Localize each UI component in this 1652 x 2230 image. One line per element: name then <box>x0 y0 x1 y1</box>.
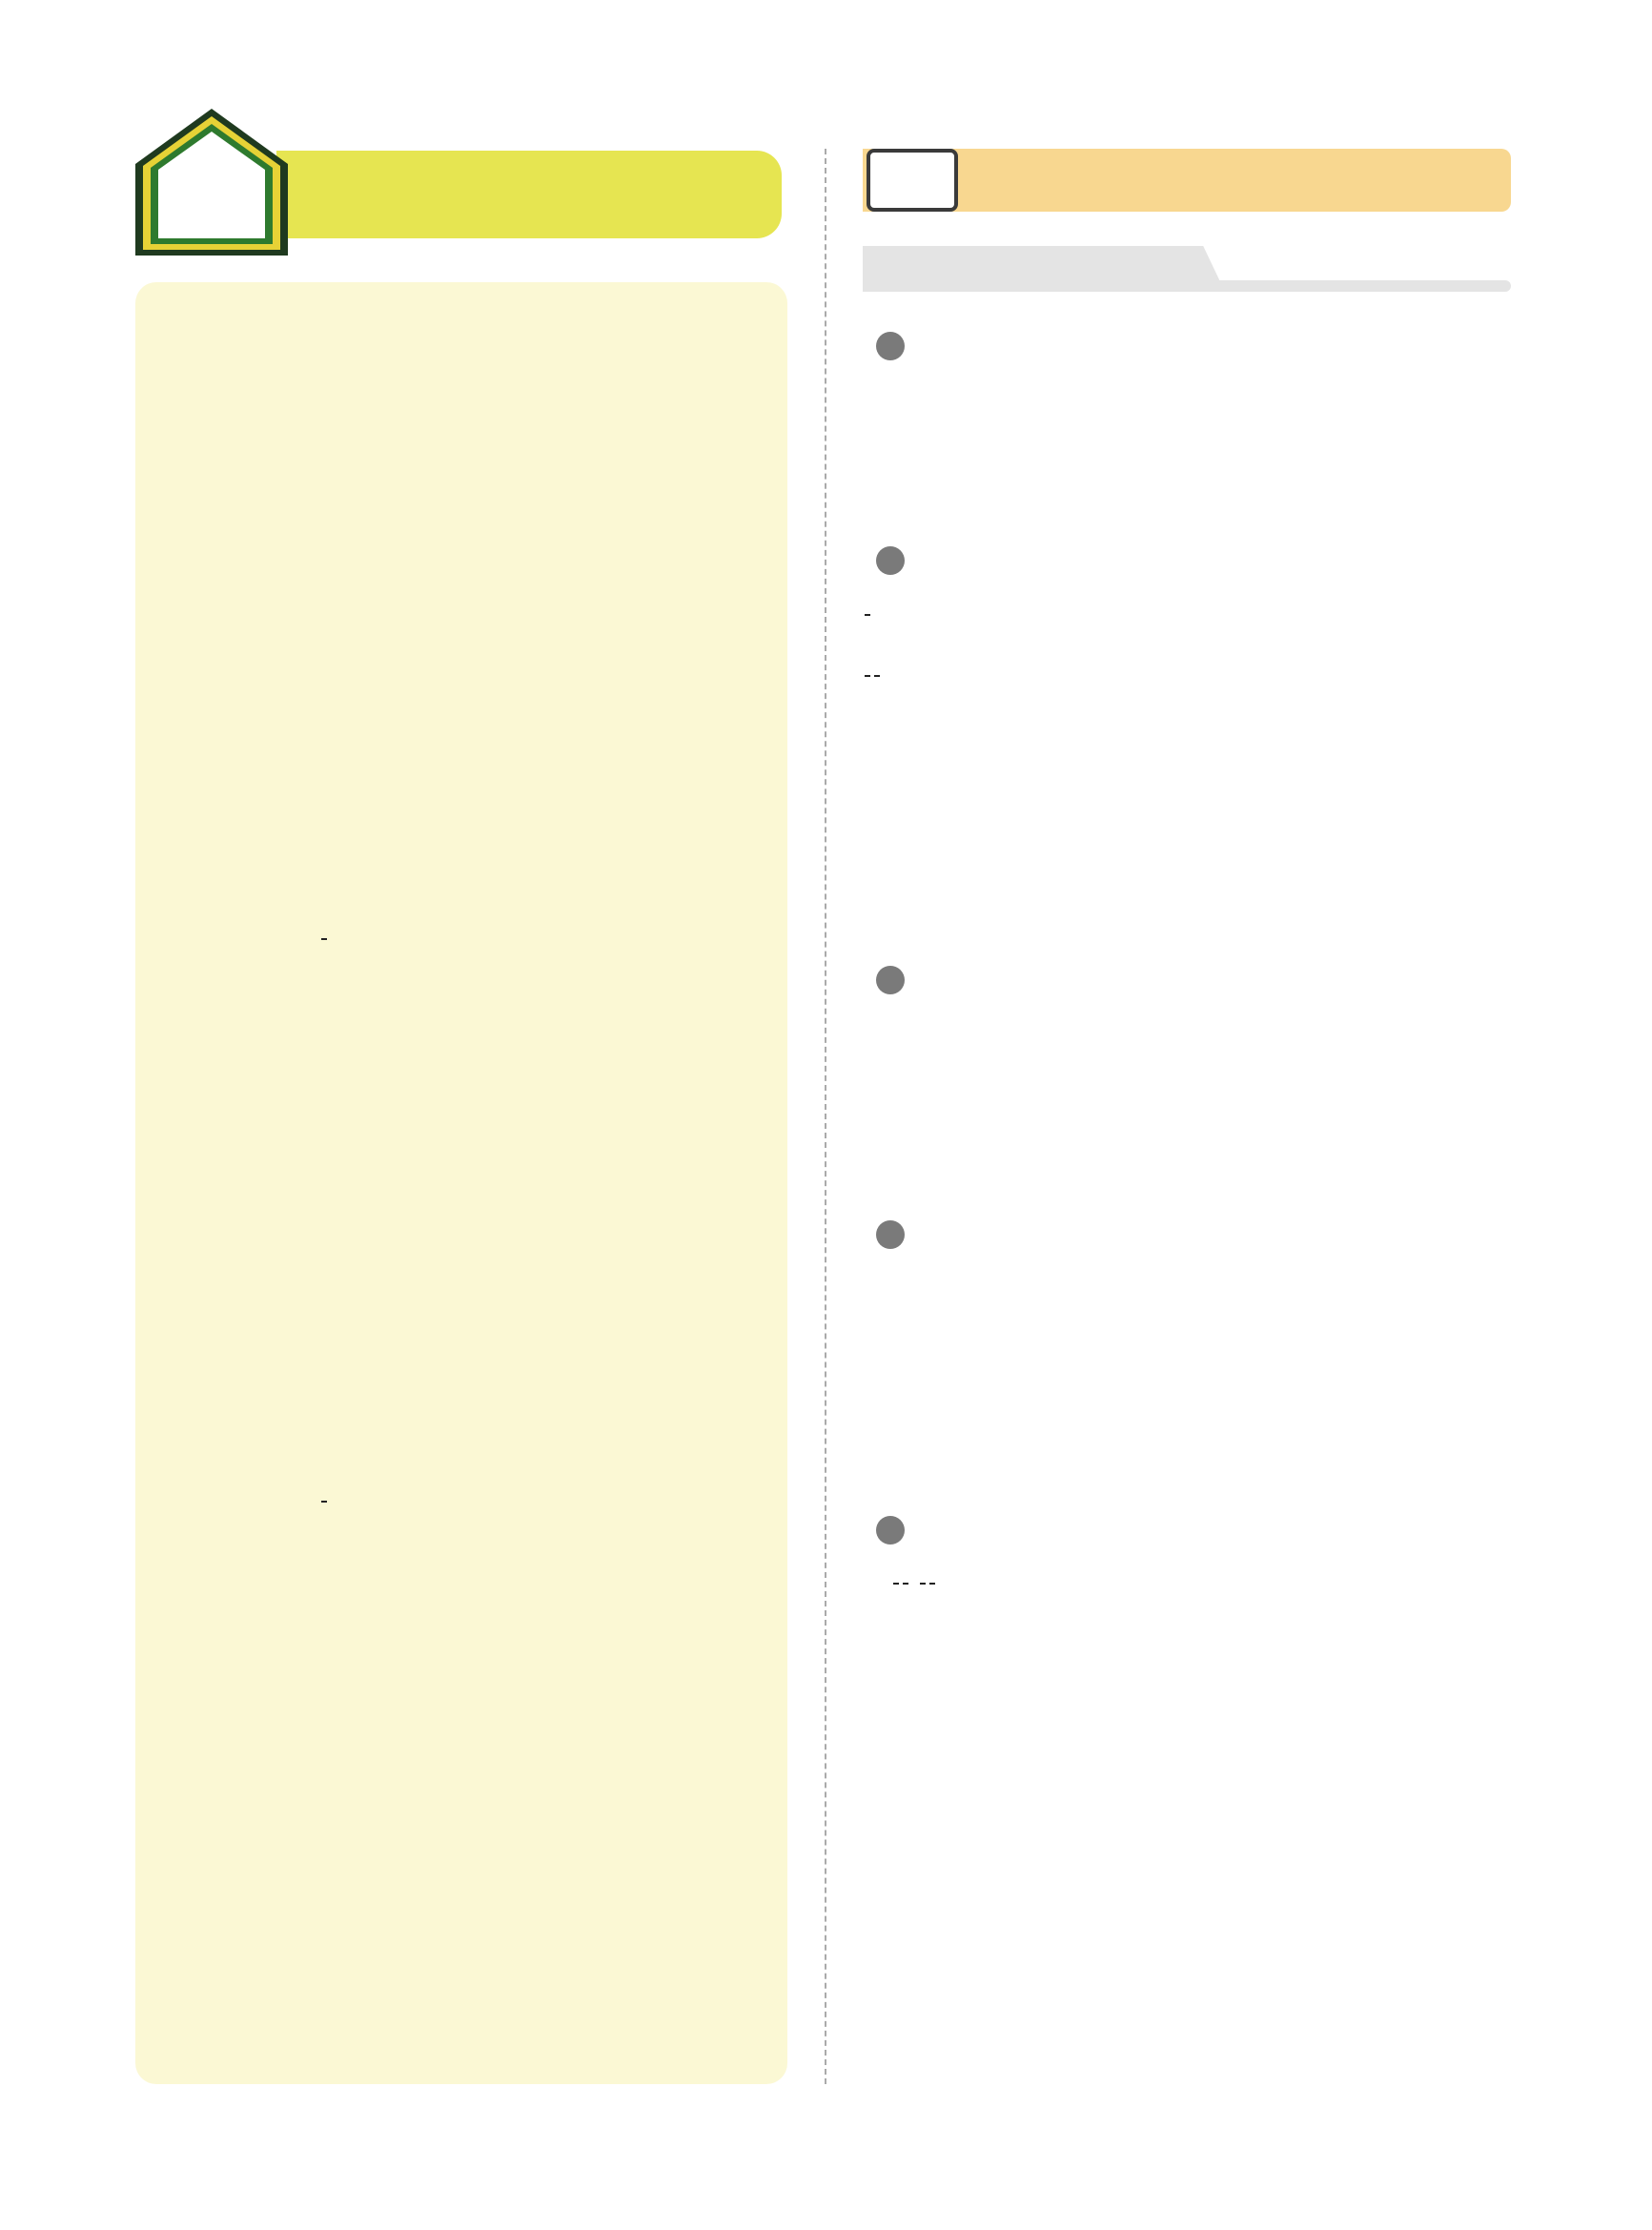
solution-05 <box>863 1508 1492 1611</box>
answer-item <box>459 1035 466 1064</box>
answer-item <box>313 361 319 390</box>
answer-item <box>166 923 173 951</box>
answer-item <box>313 1135 319 1164</box>
answer-item <box>313 1548 319 1577</box>
solution-04 <box>863 1213 1492 1257</box>
answer-item <box>459 1135 466 1164</box>
answer-item <box>166 862 173 890</box>
answer-item <box>459 511 466 540</box>
fraction <box>893 1583 899 1585</box>
answer-item <box>313 923 329 951</box>
answer-item <box>607 1285 614 1314</box>
answer-item <box>313 1285 319 1314</box>
chapter-title-bar <box>276 151 782 238</box>
answer-item <box>166 811 173 840</box>
answer-item <box>313 1035 319 1064</box>
answer-item <box>459 1085 466 1114</box>
answer-item <box>607 862 614 890</box>
answer-item <box>313 711 319 740</box>
answer-item <box>607 762 614 790</box>
answer-item <box>166 411 173 440</box>
solution-02 <box>863 539 1492 705</box>
answer-item <box>607 923 614 951</box>
answer-item <box>166 1485 173 1514</box>
answer-item <box>607 511 614 540</box>
solution-03 <box>863 958 1492 1002</box>
answer-item <box>313 1436 319 1464</box>
answer-badge <box>876 1516 905 1545</box>
answer-item <box>313 1336 319 1364</box>
answer-badge <box>876 966 905 994</box>
answer-item <box>166 1085 173 1114</box>
answer-item <box>166 1436 173 1464</box>
answer-item <box>607 1135 614 1164</box>
answer-item <box>459 461 466 490</box>
answer-item <box>607 1185 614 1214</box>
answer-item <box>459 1548 466 1577</box>
fraction <box>920 1583 926 1585</box>
answer-item <box>166 1336 173 1364</box>
answer-item <box>607 1085 614 1114</box>
fraction <box>865 614 870 616</box>
answer-item <box>459 411 466 440</box>
answer-item <box>459 923 466 951</box>
answer-item <box>313 511 319 540</box>
answer-item <box>166 461 173 490</box>
answer-item <box>166 1185 173 1214</box>
solution-line <box>863 583 1492 644</box>
answer-item <box>607 985 614 1013</box>
answer-item <box>166 562 173 590</box>
solution-line <box>863 1552 1492 1611</box>
answer-item <box>607 662 614 690</box>
answer-item <box>166 662 173 690</box>
answer-item <box>607 461 614 490</box>
answer-item <box>166 1236 173 1264</box>
answer-item <box>607 1385 614 1414</box>
answer-item <box>313 811 319 840</box>
answer-item <box>459 311 466 339</box>
answer-item <box>459 1485 466 1514</box>
answer-item <box>166 611 173 640</box>
answer-item <box>607 411 614 440</box>
answer-item <box>607 1336 614 1364</box>
fraction <box>321 1501 327 1503</box>
answer-item <box>607 1436 614 1464</box>
fraction <box>874 675 880 677</box>
answer-badge <box>876 332 905 360</box>
fraction <box>321 938 327 940</box>
answer-item <box>313 1485 329 1514</box>
answer-item <box>459 662 466 690</box>
answer-item <box>607 1548 614 1577</box>
answer-item <box>166 711 173 740</box>
quick-answers-panel <box>135 282 787 2084</box>
answer-item <box>166 311 173 339</box>
answer-item <box>459 762 466 790</box>
answer-item <box>166 1135 173 1164</box>
section-header <box>863 149 1511 212</box>
section-number-badge <box>867 149 958 212</box>
answer-item <box>459 1285 466 1314</box>
answer-item <box>166 1285 173 1314</box>
answer-item <box>459 1436 466 1464</box>
fraction <box>903 1583 908 1585</box>
answer-item <box>459 711 466 740</box>
answer-item <box>313 762 319 790</box>
answer-item <box>607 562 614 590</box>
answer-item <box>459 361 466 390</box>
fraction <box>865 675 870 677</box>
answer-item <box>166 361 173 390</box>
answer-item <box>459 1385 466 1414</box>
answer-item <box>459 862 466 890</box>
answer-item <box>313 311 319 339</box>
answer-item <box>459 1336 466 1364</box>
house-icon <box>133 105 291 257</box>
answer-item <box>313 985 319 1013</box>
answer-item <box>313 862 319 890</box>
answer-item <box>459 562 466 590</box>
answer-item <box>166 1548 173 1577</box>
subsection-header <box>863 246 1511 294</box>
answer-item <box>459 611 466 640</box>
solution-01 <box>863 324 1492 368</box>
answer-item <box>459 1185 466 1214</box>
answer-item <box>607 311 614 339</box>
chapter-header <box>133 105 791 257</box>
answer-item <box>313 461 319 490</box>
answer-badge <box>876 546 905 575</box>
answer-badge <box>876 1220 905 1249</box>
answer-item <box>607 711 614 740</box>
answer-item <box>166 1385 173 1414</box>
answer-item <box>166 511 173 540</box>
answer-item <box>607 1035 614 1064</box>
solution-line <box>863 644 1492 705</box>
answer-item <box>313 562 319 590</box>
answer-item <box>313 1085 319 1114</box>
answer-item <box>607 611 614 640</box>
answer-item <box>607 1485 614 1514</box>
answer-item <box>459 811 466 840</box>
answer-item <box>459 985 466 1013</box>
page-footer <box>135 2124 158 2158</box>
answer-item <box>607 811 614 840</box>
answer-item <box>166 1035 173 1064</box>
answer-item <box>313 1385 319 1414</box>
answer-item <box>166 985 173 1013</box>
answer-item <box>607 361 614 390</box>
fraction <box>929 1583 935 1585</box>
answer-item <box>166 762 173 790</box>
answer-item <box>313 1236 319 1264</box>
column-divider <box>825 149 826 2084</box>
answer-item <box>313 662 319 690</box>
